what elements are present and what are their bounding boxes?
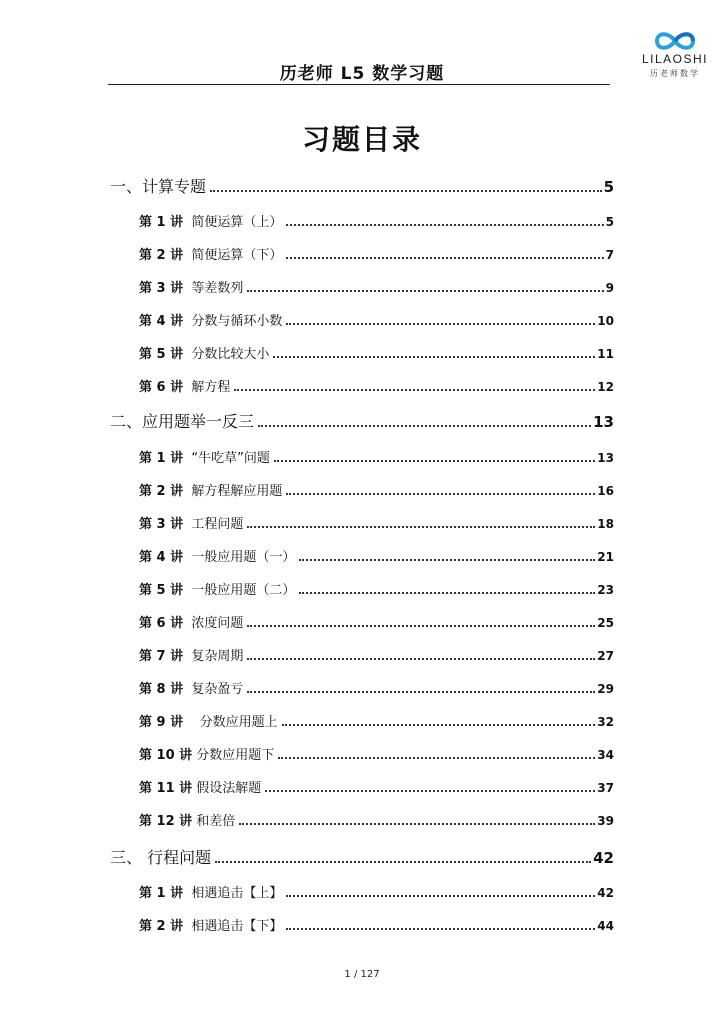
toc-lesson-number: 第 2 讲: [139, 484, 184, 499]
toc-lesson-entry[interactable]: [139, 310, 614, 329]
toc-page-number: 44: [597, 919, 614, 933]
toc-page-number: 13: [597, 451, 614, 465]
toc-page-number: 27: [597, 649, 614, 663]
toc-leader-dots: [234, 388, 595, 391]
toc-page-number: 34: [597, 748, 614, 762]
toc-leader-dots: [247, 657, 595, 660]
toc-lesson-number: 第 12 讲: [139, 814, 193, 829]
toc-lesson-entry[interactable]: [139, 882, 614, 901]
toc-page-number: 9: [605, 281, 614, 295]
toc-lesson-title: 分数与循环小数: [191, 314, 283, 329]
toc-lesson-title: 工程问题: [191, 517, 244, 532]
toc-lesson-entry[interactable]: [139, 480, 614, 499]
toc-leader-dots: [286, 256, 603, 259]
toc-lesson-title: 浓度问题: [191, 616, 244, 631]
toc-lesson-entry[interactable]: [139, 777, 614, 796]
toc-leader-dots: [215, 860, 591, 863]
toc-lesson-number: 第 4 讲: [139, 314, 184, 329]
toc-lesson-title: 分数应用题上: [199, 715, 278, 730]
toc-leader-dots: [286, 223, 603, 226]
toc-page-number: 18: [597, 517, 614, 531]
toc-leader-dots: [286, 322, 595, 325]
toc-lesson-title: 解方程解应用题: [191, 484, 283, 499]
toc-lesson-number: 第 6 讲: [139, 616, 184, 631]
toc-section-label: 一、计算专题: [110, 177, 207, 196]
toc-leader-dots: [258, 424, 591, 427]
toc-title: 习题目录: [301, 123, 422, 156]
toc-leader-dots: [247, 289, 603, 292]
toc-lesson-number: 第 9 讲: [139, 715, 184, 730]
toc-lesson-title: 假设法解题: [196, 781, 262, 796]
toc-leader-dots: [299, 591, 595, 594]
toc-lesson-entry[interactable]: [139, 244, 614, 263]
toc-lesson-entry[interactable]: [139, 376, 614, 395]
toc-lesson-entry[interactable]: [139, 744, 614, 763]
toc-lesson-number: 第 2 讲: [139, 248, 184, 263]
toc-lesson-entry[interactable]: [139, 810, 614, 829]
toc-leader-dots: [286, 894, 595, 897]
toc-page-number: 11: [597, 347, 614, 361]
toc-lesson-number: 第 6 讲: [139, 380, 184, 395]
toc-lesson-number: 第 3 讲: [139, 281, 184, 296]
toc-leader-dots: [210, 189, 602, 192]
toc-lesson-number: 第 8 讲: [139, 682, 184, 697]
document-header-title: 历老师 L5 数学习题: [279, 64, 445, 84]
toc-lesson-title: 一般应用题（二）: [191, 583, 296, 598]
toc-section-label: 三、 行程问题: [110, 848, 212, 867]
toc-leader-dots: [278, 756, 595, 759]
toc-leader-dots: [247, 690, 595, 693]
toc-page-number: 16: [597, 484, 614, 498]
toc-leader-dots: [239, 822, 595, 825]
toc-lesson-entry[interactable]: [139, 579, 614, 598]
toc-leader-dots: [286, 927, 595, 930]
toc-lesson-number: 第 3 讲: [139, 517, 184, 532]
toc-lesson-entry[interactable]: [139, 447, 614, 466]
toc-page-number: 42: [593, 849, 614, 867]
toc-leader-dots: [247, 525, 595, 528]
toc-page-number: 23: [597, 583, 614, 597]
toc-lesson-title: 简便运算（上）: [191, 215, 283, 230]
toc-page-number: 32: [597, 715, 614, 729]
toc-lesson-title: 复杂盈亏: [191, 682, 244, 697]
toc-leader-dots: [274, 459, 595, 462]
toc-lesson-entry[interactable]: [139, 915, 614, 934]
toc-lesson-title: 分数应用题下: [196, 748, 275, 763]
toc-page-number: 39: [597, 814, 614, 828]
toc-lesson-number: 第 7 讲: [139, 649, 184, 664]
toc-lesson-title: 简便运算（下）: [191, 248, 283, 263]
toc-page-number: 21: [597, 550, 614, 564]
toc-page-number: 42: [597, 886, 614, 900]
page-indicator: 1 / 127: [344, 969, 380, 980]
toc-lesson-title: 分数比较大小: [191, 347, 270, 362]
toc-section-label: 二、应用题举一反三: [110, 412, 255, 431]
logo-subtitle: 历老师数学: [650, 69, 700, 78]
toc-lesson-title: 和差倍: [196, 814, 236, 829]
logo-brand-name: LILAOSHI: [641, 52, 709, 66]
toc-leader-dots: [282, 723, 596, 726]
toc-lesson-entry[interactable]: [139, 277, 614, 296]
toc-page-number: 12: [597, 380, 614, 394]
toc-page-number: 13: [593, 413, 614, 431]
toc-section-word-problems[interactable]: [110, 409, 614, 432]
toc-leader-dots: [299, 558, 595, 561]
toc-page-number: 10: [597, 314, 614, 328]
toc-lesson-entry[interactable]: [139, 343, 614, 362]
toc-page-number: 5: [605, 215, 614, 229]
toc-lesson-number: 第 1 讲: [139, 215, 184, 230]
toc-lesson-title: 复杂周期: [191, 649, 244, 664]
toc-lesson-number: 第 1 讲: [139, 451, 184, 466]
toc-lesson-entry[interactable]: [139, 645, 614, 664]
toc-lesson-number: 第 4 讲: [139, 550, 184, 565]
toc-page-number: 37: [597, 781, 614, 795]
toc-lesson-entry[interactable]: [139, 211, 614, 230]
toc-page-number: 29: [597, 682, 614, 696]
toc-lesson-entry[interactable]: [139, 513, 614, 532]
toc-leader-dots: [247, 624, 595, 627]
toc-section-travel-problems[interactable]: [110, 845, 614, 868]
toc-lesson-number: 第 1 讲: [139, 886, 184, 901]
toc-lesson-number: 第 5 讲: [139, 347, 184, 362]
toc-leader-dots: [273, 355, 595, 358]
toc-lesson-number: 第 2 讲: [139, 919, 184, 934]
toc-lesson-title: 相遇追击【上】: [191, 886, 283, 901]
toc-lesson-title: 一般应用题（一）: [191, 550, 296, 565]
toc-page-number: 7: [605, 248, 614, 262]
toc-page-number: 25: [597, 616, 614, 630]
toc-lesson-title: 等差数列: [191, 281, 244, 296]
toc-lesson-title: 解方程: [191, 380, 231, 395]
toc-lesson-title: 相遇追击【下】: [191, 919, 283, 934]
toc-leader-dots: [265, 789, 595, 792]
toc-lesson-number: 第 11 讲: [139, 781, 193, 796]
toc-lesson-number: 第 5 讲: [139, 583, 184, 598]
toc-lesson-number: 第 10 讲: [139, 748, 193, 763]
toc-lesson-entry[interactable]: [139, 546, 614, 565]
toc-lesson-entry[interactable]: [139, 678, 614, 697]
toc-leader-dots: [286, 492, 595, 495]
toc-page-number: 5: [603, 178, 614, 196]
toc-lesson-title: “牛吃草”问题: [191, 451, 270, 466]
toc-lesson-entry[interactable]: [139, 612, 614, 631]
toc-section-computation[interactable]: [110, 174, 614, 197]
toc-lesson-entry[interactable]: [139, 711, 614, 730]
